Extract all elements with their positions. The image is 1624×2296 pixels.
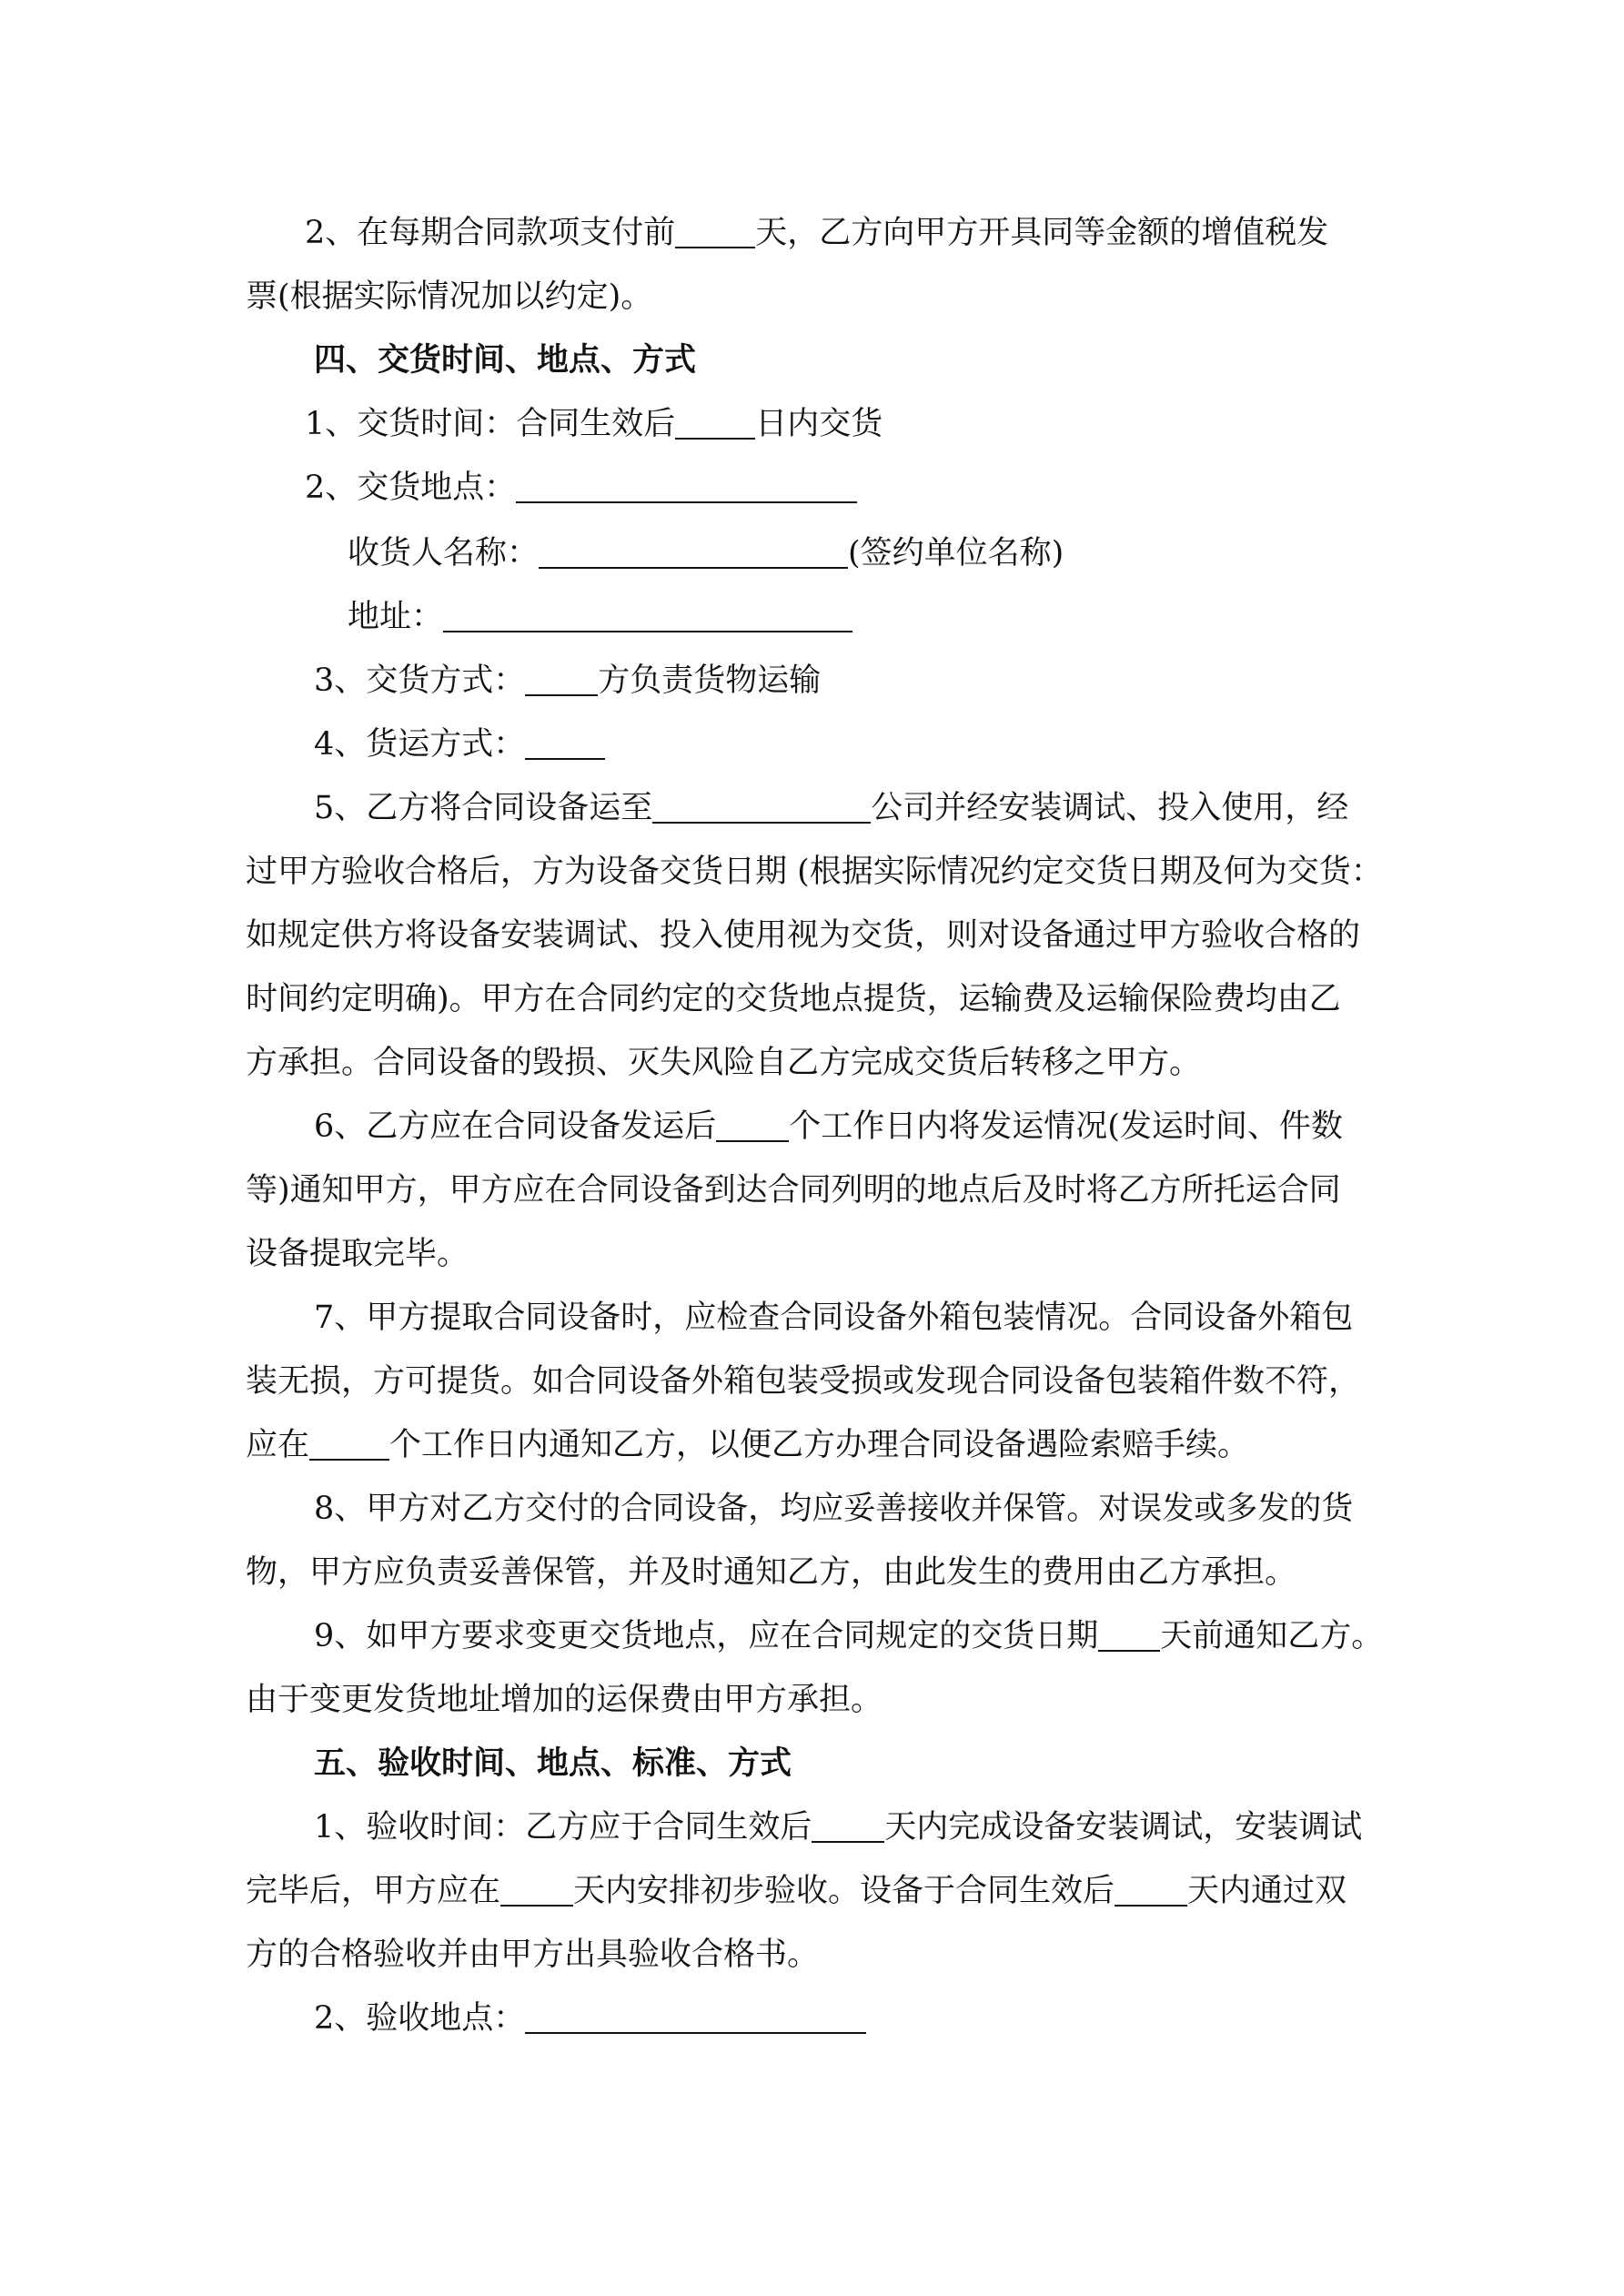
clause-7-line-3 bbox=[246, 1423, 1249, 1467]
fill-blank-workdays[interactable] bbox=[309, 1426, 389, 1461]
fill-blank-place[interactable] bbox=[525, 1999, 866, 2034]
section-heading-delivery: 四、交货时间、地点、方式 bbox=[314, 342, 697, 379]
text: 天前通知乙方。 bbox=[1160, 1618, 1384, 1654]
fill-blank-days[interactable] bbox=[1115, 1872, 1187, 1907]
paragraph-invoice-line-1 bbox=[305, 211, 1328, 255]
text: (签约单位名称) bbox=[848, 535, 1064, 571]
text: 天内完成设备安装调试，安装调试 bbox=[884, 1809, 1363, 1846]
text: 2、验收地点： bbox=[314, 2000, 526, 2037]
fill-blank-days[interactable] bbox=[675, 214, 755, 248]
text: 个工作日内将发运情况(发运时间、件数 bbox=[789, 1108, 1343, 1145]
text: 3、交货方式： bbox=[314, 663, 526, 699]
address-line bbox=[348, 595, 852, 639]
clause-9-line-2: 由于变更发货地址增加的运保费由甲方承担。 bbox=[246, 1682, 883, 1718]
text: 1、交货时间：合同生效后 bbox=[305, 406, 676, 442]
fill-blank-freight[interactable] bbox=[525, 725, 605, 760]
text: 日内交货 bbox=[755, 406, 883, 442]
clause-7-line-1: 7、甲方提取合同设备时，应检查合同设备外箱包装情况。合同设备外箱包 bbox=[314, 1300, 1354, 1336]
text: 票(根据实际情况加以约定)。 bbox=[246, 278, 653, 315]
text: 天内安排初步验收。设备于合同生效后 bbox=[573, 1873, 1115, 1909]
text: 地址： bbox=[348, 599, 444, 635]
fill-blank-consignee[interactable] bbox=[539, 534, 848, 569]
acceptance-line-3: 方的合格验收并由甲方出具验收合格书。 bbox=[246, 1937, 820, 1973]
clause-5-line-4: 时间约定明确)。甲方在合同约定的交货地点提货，运输费及运输保险费均由乙 bbox=[246, 981, 1341, 1017]
fill-blank-workdays[interactable] bbox=[716, 1108, 789, 1142]
clause-delivery-place bbox=[305, 466, 857, 510]
clause-6-line-3: 设备提取完毕。 bbox=[246, 1236, 469, 1272]
clause-acceptance-place bbox=[314, 1997, 866, 2040]
fill-blank-days[interactable] bbox=[1098, 1617, 1160, 1652]
acceptance-line-1 bbox=[314, 1805, 1362, 1849]
clause-5-line-5: 方承担。合同设备的毁损、灭失风险自乙方完成交货后转移之甲方。 bbox=[246, 1045, 1202, 1081]
clause-6-line-2: 等)通知甲方，甲方应在合同设备到达合同列明的地点后及时将乙方所托运合同 bbox=[246, 1172, 1341, 1209]
paragraph-invoice-line-2 bbox=[246, 275, 652, 319]
consignee-name-line bbox=[348, 531, 1064, 575]
clause-delivery-method bbox=[314, 659, 821, 703]
fill-blank-days[interactable] bbox=[500, 1872, 573, 1907]
clause-9-line-1 bbox=[314, 1614, 1383, 1658]
text: 应在 bbox=[246, 1427, 310, 1463]
clause-5-line-3: 如规定供方将设备安装调试、投入使用视为交货，则对设备通过甲方验收合格的 bbox=[246, 917, 1361, 954]
text: 方负责货物运输 bbox=[598, 663, 822, 699]
text: 天，乙方向甲方开具同等金额的增值税发 bbox=[755, 215, 1329, 251]
clause-delivery-time bbox=[305, 402, 883, 446]
fill-blank-days[interactable] bbox=[812, 1808, 884, 1843]
text: 1、验收时间：乙方应于合同生效后 bbox=[314, 1809, 812, 1846]
clause-5-line-2: 过甲方验收合格后，方为设备交货日期 (根据实际情况约定交货日期及何为交货： bbox=[246, 854, 1383, 890]
text: 天内通过双 bbox=[1187, 1873, 1347, 1909]
text: 5、乙方将合同设备运至 bbox=[314, 790, 653, 826]
fill-blank-company[interactable] bbox=[652, 789, 871, 824]
clause-8-line-2: 物，甲方应负责妥善保管，并及时通知乙方，由此发生的费用由乙方承担。 bbox=[246, 1554, 1297, 1591]
text: 4、货运方式： bbox=[314, 726, 526, 763]
section-heading-acceptance: 五、验收时间、地点、标准、方式 bbox=[314, 1745, 792, 1782]
text: 2、交货地点： bbox=[305, 470, 517, 506]
text: 收货人名称： bbox=[348, 535, 540, 571]
acceptance-line-2 bbox=[246, 1869, 1347, 1913]
text: 9、如甲方要求变更交货地点，应在合同规定的交货日期 bbox=[314, 1618, 1099, 1654]
text: 2、在每期合同款项支付前 bbox=[305, 215, 676, 251]
text: 公司并经安装调试、投入使用，经 bbox=[871, 790, 1349, 826]
text: 完毕后，甲方应在 bbox=[246, 1873, 501, 1909]
text: 个工作日内通知乙方，以便乙方办理合同设备遇险索赔手续。 bbox=[389, 1427, 1250, 1463]
clause-freight-method bbox=[314, 723, 605, 766]
text: 6、乙方应在合同设备发运后 bbox=[314, 1108, 717, 1145]
fill-blank-address[interactable] bbox=[443, 598, 852, 632]
clause-5-line-1 bbox=[314, 786, 1348, 830]
fill-blank-days[interactable] bbox=[675, 405, 755, 440]
clause-6-line-1 bbox=[314, 1105, 1343, 1148]
clause-7-line-2: 装无损，方可提货。如合同设备外箱包装受损或发现合同设备包装箱件数不符， bbox=[246, 1363, 1361, 1400]
clause-8-line-1: 8、甲方对乙方交付的合同设备，均应妥善接收并保管。对误发或多发的货 bbox=[314, 1491, 1354, 1527]
fill-blank-place[interactable] bbox=[516, 469, 857, 503]
fill-blank-party[interactable] bbox=[525, 662, 598, 696]
